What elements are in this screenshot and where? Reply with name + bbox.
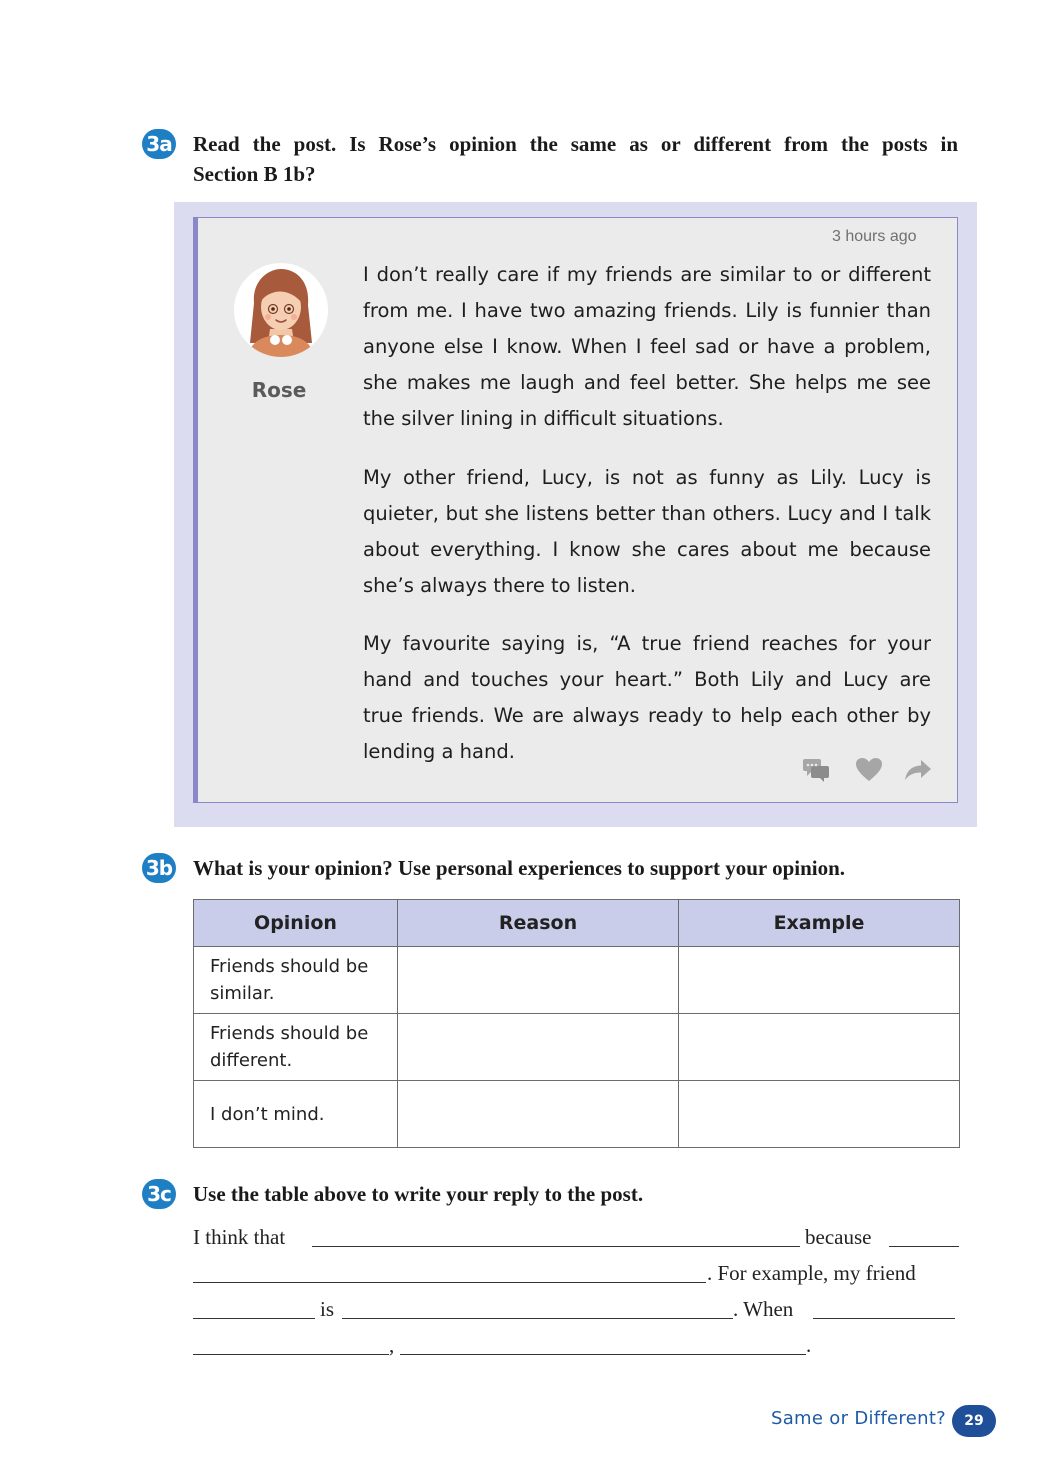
answer-blank-2[interactable]	[889, 1246, 959, 1247]
table-row	[194, 1014, 960, 1081]
table-header-example: Example	[679, 900, 960, 947]
table-cell-reason[interactable]	[398, 1014, 679, 1081]
answer-blank-8[interactable]	[400, 1354, 806, 1355]
section-3c-instruction: Use the table above to write your reply to the post.	[193, 1182, 644, 1206]
table-header-row	[194, 900, 960, 947]
table-cell-reason[interactable]	[398, 1081, 679, 1148]
section-3a-instruction-line2: Section B 1b?	[193, 162, 316, 186]
section-3a-badge: 3a	[142, 129, 176, 159]
table-cell-example[interactable]	[679, 947, 960, 1014]
answer-blank-7[interactable]	[193, 1354, 389, 1355]
answer-blank-6[interactable]	[813, 1318, 955, 1319]
frame-text-is: is	[320, 1297, 335, 1321]
table-cell-reason[interactable]	[398, 947, 679, 1014]
table-row	[194, 1081, 960, 1148]
heart-icon[interactable]	[855, 757, 883, 783]
table-header-reason: Reason	[398, 900, 679, 947]
frame-text-because: because	[805, 1225, 872, 1249]
post-paragraph-3: My favourite saying is, “A true friend reaches for your hand and touches your heart.” Both Lily and Lucy are true friends. We are always ready to help each other by lending a hand.	[363, 632, 931, 763]
table-cell-opinion: Friends should be similar.	[194, 947, 398, 1014]
page-number: 29	[952, 1405, 996, 1437]
table-cell-opinion: I don’t mind.	[194, 1081, 398, 1148]
share-icon[interactable]	[904, 757, 932, 783]
table-row	[194, 947, 960, 1014]
post-paragraph-2: My other friend, Lucy, is not as funny as Lily. Lucy is quieter, but she listens better than others. Lucy and I talk about everything. I know she cares about me because she’s always there to listen.	[363, 466, 931, 597]
table-cell-example[interactable]	[679, 1014, 960, 1081]
girl-avatar-icon	[234, 263, 328, 357]
section-3c-badge: 3c	[142, 1179, 176, 1209]
answer-blank-1[interactable]	[312, 1246, 800, 1247]
answer-blank-5[interactable]	[342, 1318, 733, 1319]
author-name: Rose	[251, 378, 307, 402]
post-paragraph-1: I don’t really care if my friends are similar to or different from me. I have two amazing friends. Lily is funnier than anyone else I know. When I feel sad or have a problem, she makes me laugh and feel better. She helps me see the silver lining in difficult situations.	[363, 263, 931, 430]
table-cell-opinion: Friends should be different.	[194, 1014, 398, 1081]
answer-blank-4[interactable]	[193, 1318, 315, 1319]
frame-text-for-example: . For example, my friend	[707, 1261, 916, 1285]
author-avatar	[234, 263, 328, 357]
table-header-opinion: Opinion	[194, 900, 398, 947]
frame-text-i-think-that: I think that	[193, 1225, 286, 1249]
post-timestamp: 3 hours ago	[832, 228, 917, 245]
comment-icon[interactable]	[802, 757, 830, 783]
section-3b-badge: 3b	[142, 853, 176, 883]
frame-text-comma: ,	[389, 1333, 395, 1357]
section-3a-instruction-line1: Read the post. Is Rose’s opinion the same as or different from the posts in	[193, 132, 958, 156]
table-cell-example[interactable]	[679, 1081, 960, 1148]
opinion-table	[193, 899, 960, 1148]
frame-text-when: . When	[733, 1297, 794, 1321]
frame-text-period: .	[806, 1333, 812, 1357]
answer-blank-3[interactable]	[193, 1282, 706, 1283]
section-3b-instruction: What is your opinion? Use personal experiences to support your opinion.	[193, 856, 846, 880]
footer-unit-title: Same or Different?	[771, 1408, 947, 1429]
